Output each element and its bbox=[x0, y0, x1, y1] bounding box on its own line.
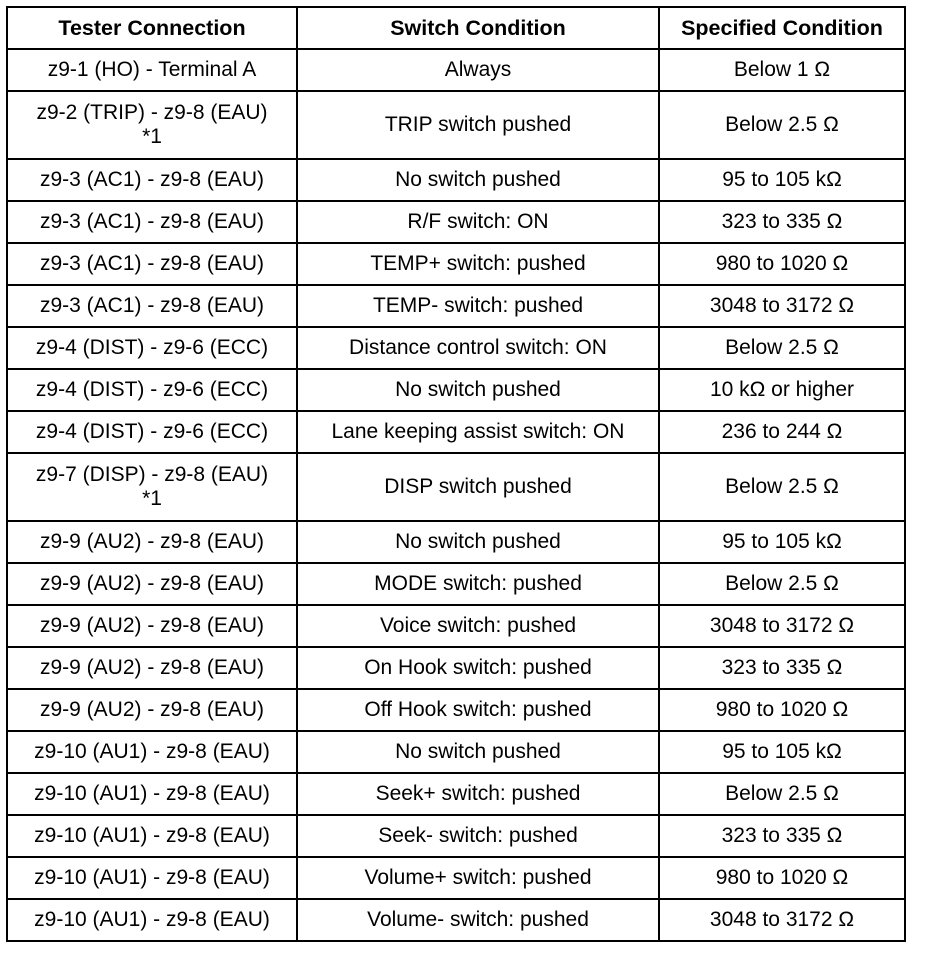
table-row bbox=[7, 605, 905, 647]
cell-tester-connection bbox=[7, 159, 297, 201]
connection-text: z9-9 (AU2) - z9-8 (EAU) bbox=[39, 614, 265, 637]
cell-specified-condition: 3048 to 3172 Ω bbox=[659, 899, 905, 941]
cell-tester-connection bbox=[7, 563, 297, 605]
cell-tester-connection bbox=[7, 857, 297, 899]
cell-specified-condition: 323 to 335 Ω bbox=[659, 815, 905, 857]
connection-text: z9-2 (TRIP) - z9-8 (EAU) bbox=[36, 101, 268, 124]
table-row bbox=[7, 91, 905, 159]
cell-switch-condition: Off Hook switch: pushed bbox=[297, 689, 659, 731]
table-row bbox=[7, 773, 905, 815]
connection-text: z9-9 (AU2) - z9-8 (EAU) bbox=[39, 572, 265, 595]
cell-tester-connection bbox=[7, 411, 297, 453]
cell-switch-condition: Always bbox=[297, 49, 659, 91]
cell-switch-condition: Distance control switch: ON bbox=[297, 327, 659, 369]
cell-switch-condition: No switch pushed bbox=[297, 521, 659, 563]
cell-specified-condition: Below 2.5 Ω bbox=[659, 453, 905, 521]
cell-specified-condition: 3048 to 3172 Ω bbox=[659, 605, 905, 647]
table-row bbox=[7, 815, 905, 857]
table-row bbox=[7, 899, 905, 941]
cell-specified-condition: 10 kΩ or higher bbox=[659, 369, 905, 411]
cell-tester-connection bbox=[7, 285, 297, 327]
connection-text: z9-9 (AU2) - z9-8 (EAU) bbox=[39, 656, 265, 679]
cell-tester-connection bbox=[7, 453, 297, 521]
connection-text: z9-3 (AC1) - z9-8 (EAU) bbox=[39, 168, 265, 191]
cell-switch-condition: Voice switch: pushed bbox=[297, 605, 659, 647]
cell-specified-condition: 323 to 335 Ω bbox=[659, 647, 905, 689]
table-row bbox=[7, 49, 905, 91]
header-specified-condition: Specified Condition bbox=[659, 7, 905, 49]
table-row bbox=[7, 285, 905, 327]
tester-connection-table bbox=[6, 6, 906, 942]
cell-specified-condition: 980 to 1020 Ω bbox=[659, 689, 905, 731]
table-row bbox=[7, 159, 905, 201]
cell-switch-condition: TEMP- switch: pushed bbox=[297, 285, 659, 327]
cell-switch-condition: No switch pushed bbox=[297, 159, 659, 201]
connection-text: z9-3 (AC1) - z9-8 (EAU) bbox=[39, 252, 265, 275]
table-row bbox=[7, 689, 905, 731]
cell-switch-condition: MODE switch: pushed bbox=[297, 563, 659, 605]
cell-specified-condition: 323 to 335 Ω bbox=[659, 201, 905, 243]
cell-switch-condition: No switch pushed bbox=[297, 369, 659, 411]
cell-specified-condition: 95 to 105 kΩ bbox=[659, 731, 905, 773]
cell-switch-condition: DISP switch pushed bbox=[297, 453, 659, 521]
cell-specified-condition: 95 to 105 kΩ bbox=[659, 521, 905, 563]
cell-specified-condition: Below 2.5 Ω bbox=[659, 327, 905, 369]
connection-text: z9-1 (HO) - Terminal A bbox=[47, 58, 257, 81]
table-row bbox=[7, 327, 905, 369]
table-row bbox=[7, 521, 905, 563]
header-switch-condition: Switch Condition bbox=[297, 7, 659, 49]
connection-text: z9-10 (AU1) - z9-8 (EAU) bbox=[34, 782, 270, 805]
table-row bbox=[7, 369, 905, 411]
table-header-row bbox=[7, 7, 905, 49]
cell-switch-condition: TRIP switch pushed bbox=[297, 91, 659, 159]
cell-tester-connection bbox=[7, 327, 297, 369]
connection-text: z9-10 (AU1) - z9-8 (EAU) bbox=[34, 866, 270, 889]
cell-specified-condition: 980 to 1020 Ω bbox=[659, 243, 905, 285]
cell-specified-condition: Below 2.5 Ω bbox=[659, 91, 905, 159]
cell-specified-condition: 236 to 244 Ω bbox=[659, 411, 905, 453]
cell-tester-connection bbox=[7, 773, 297, 815]
footnote-marker: *1 bbox=[142, 125, 162, 148]
connection-text: z9-9 (AU2) - z9-8 (EAU) bbox=[39, 698, 265, 721]
footnote-marker: *1 bbox=[142, 487, 162, 510]
cell-switch-condition: Lane keeping assist switch: ON bbox=[297, 411, 659, 453]
cell-tester-connection bbox=[7, 689, 297, 731]
cell-tester-connection bbox=[7, 605, 297, 647]
cell-switch-condition: No switch pushed bbox=[297, 731, 659, 773]
cell-specified-condition: Below 1 Ω bbox=[659, 49, 905, 91]
cell-tester-connection bbox=[7, 899, 297, 941]
table-row bbox=[7, 731, 905, 773]
table-row bbox=[7, 243, 905, 285]
table-body bbox=[7, 49, 905, 941]
table-row bbox=[7, 411, 905, 453]
table-row bbox=[7, 563, 905, 605]
cell-tester-connection bbox=[7, 521, 297, 563]
connection-text: z9-9 (AU2) - z9-8 (EAU) bbox=[39, 530, 265, 553]
connection-text: z9-10 (AU1) - z9-8 (EAU) bbox=[34, 824, 270, 847]
cell-tester-connection bbox=[7, 369, 297, 411]
table-row bbox=[7, 857, 905, 899]
cell-tester-connection bbox=[7, 91, 297, 159]
connection-text: z9-4 (DIST) - z9-6 (ECC) bbox=[35, 378, 269, 401]
cell-specified-condition: 95 to 105 kΩ bbox=[659, 159, 905, 201]
table-row bbox=[7, 453, 905, 521]
cell-specified-condition: 3048 to 3172 Ω bbox=[659, 285, 905, 327]
cell-switch-condition: On Hook switch: pushed bbox=[297, 647, 659, 689]
header-tester-connection: Tester Connection bbox=[7, 7, 297, 49]
cell-specified-condition: Below 2.5 Ω bbox=[659, 563, 905, 605]
table-row bbox=[7, 201, 905, 243]
cell-specified-condition: Below 2.5 Ω bbox=[659, 773, 905, 815]
cell-tester-connection bbox=[7, 243, 297, 285]
connection-text: z9-10 (AU1) - z9-8 (EAU) bbox=[34, 740, 270, 763]
cell-specified-condition: 980 to 1020 Ω bbox=[659, 857, 905, 899]
cell-switch-condition: Volume+ switch: pushed bbox=[297, 857, 659, 899]
table-row bbox=[7, 647, 905, 689]
cell-switch-condition: R/F switch: ON bbox=[297, 201, 659, 243]
cell-tester-connection bbox=[7, 731, 297, 773]
cell-tester-connection bbox=[7, 647, 297, 689]
connection-text: z9-3 (AC1) - z9-8 (EAU) bbox=[39, 294, 265, 317]
connection-text: z9-7 (DISP) - z9-8 (EAU) bbox=[35, 463, 269, 486]
connection-text: z9-3 (AC1) - z9-8 (EAU) bbox=[39, 210, 265, 233]
cell-switch-condition: Seek+ switch: pushed bbox=[297, 773, 659, 815]
connection-text: z9-4 (DIST) - z9-6 (ECC) bbox=[35, 336, 269, 359]
cell-switch-condition: TEMP+ switch: pushed bbox=[297, 243, 659, 285]
connection-text: z9-4 (DIST) - z9-6 (ECC) bbox=[35, 420, 269, 443]
cell-tester-connection bbox=[7, 201, 297, 243]
cell-switch-condition: Volume- switch: pushed bbox=[297, 899, 659, 941]
cell-switch-condition: Seek- switch: pushed bbox=[297, 815, 659, 857]
cell-tester-connection bbox=[7, 815, 297, 857]
cell-tester-connection bbox=[7, 49, 297, 91]
connection-text: z9-10 (AU1) - z9-8 (EAU) bbox=[34, 908, 270, 931]
